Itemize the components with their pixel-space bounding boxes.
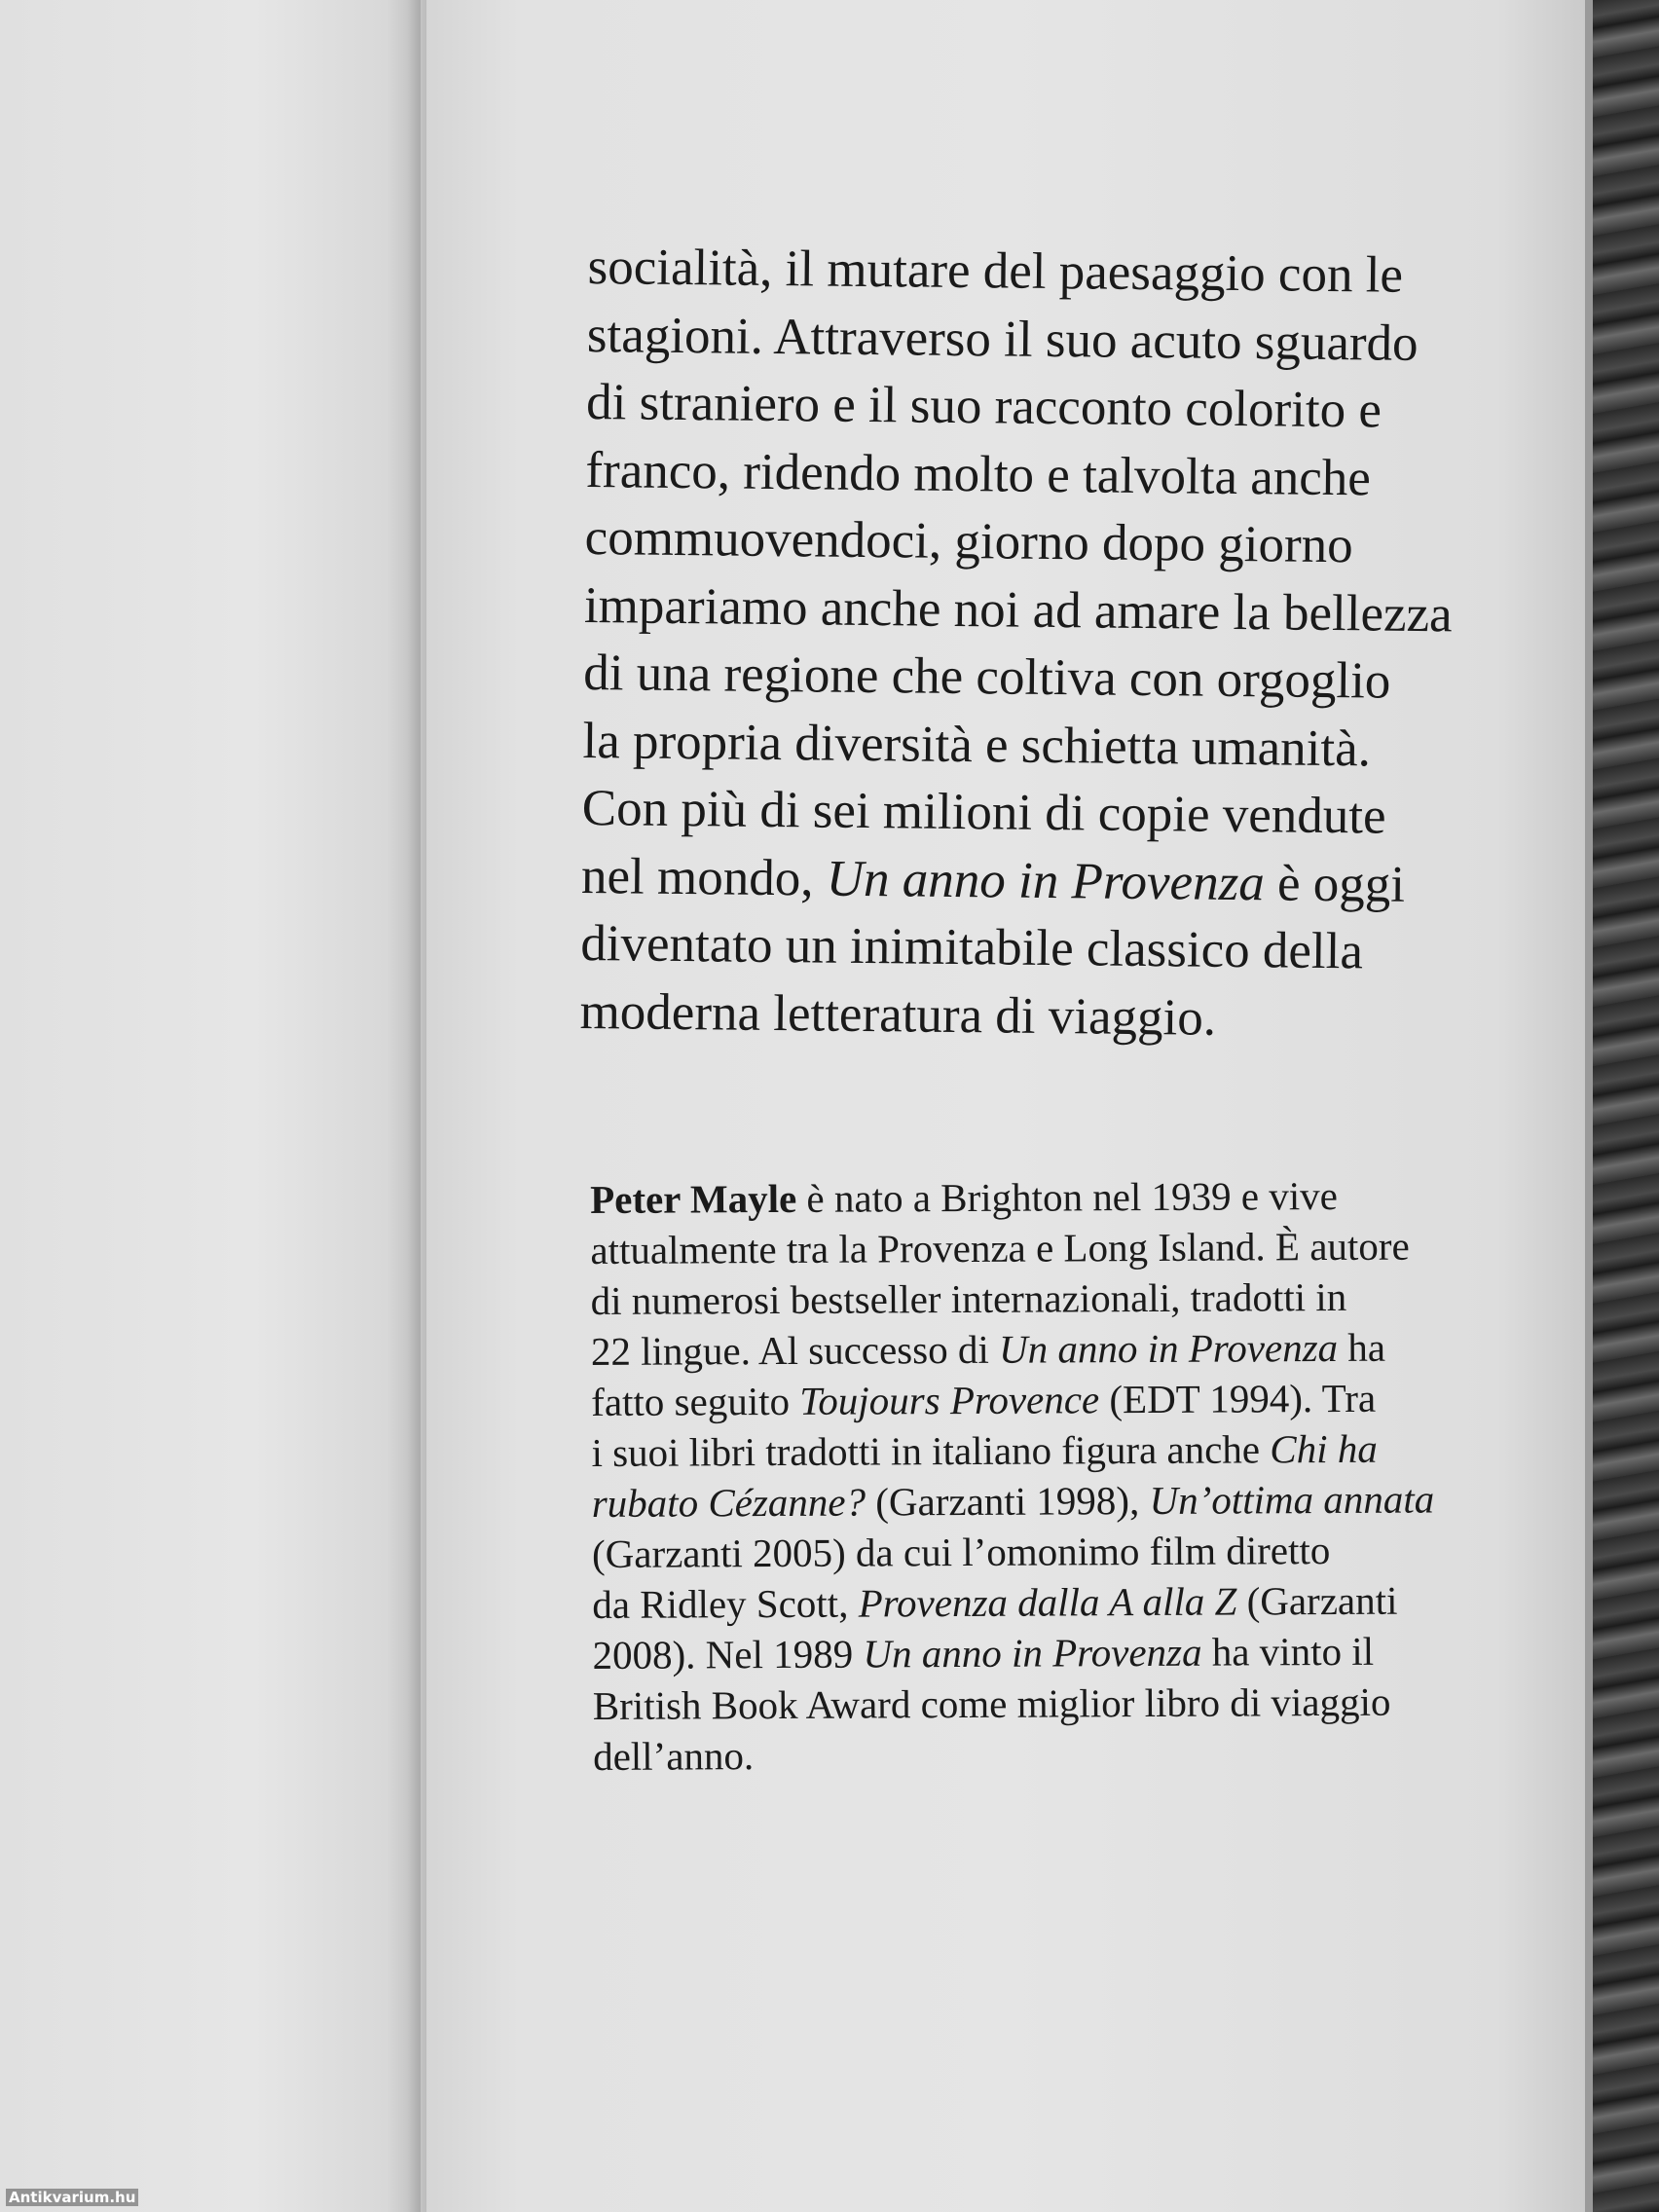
watermark: Antikvarium.hu (6, 2189, 138, 2206)
book-title: Toujours Provence (799, 1377, 1100, 1423)
bio-line: di numerosi bestseller internazionali, tradotti in (590, 1273, 1347, 1323)
book-title: Un anno in Provenza (863, 1629, 1202, 1677)
text-line: commuovendoci, giorno dopo giorno (584, 508, 1353, 574)
text-line: franco, ridendo molto e talvolta anche (585, 441, 1372, 506)
text-line: di una regione che coltiva con orgoglio (582, 644, 1391, 710)
text-line: Con più di sei milioni di copie vendute (581, 779, 1386, 845)
text-line: stagioni. Attraverso il suo acuto sguardo (586, 306, 1419, 372)
bio-fragment: i suoi libri tradotti in italiano figura anche (591, 1426, 1271, 1475)
bio-line (591, 1372, 1565, 1427)
left-page (0, 0, 421, 2212)
text-line: impariamo anche noi ad amare la bellezza (583, 576, 1453, 643)
bio-fragment: fatto seguito (591, 1378, 800, 1424)
text-line (581, 842, 1556, 920)
book-title: Provenza dalla A alla Z (858, 1578, 1237, 1626)
bio-line: British Book Award come miglior libro di viaggio (592, 1678, 1391, 1728)
bio-fragment: (EDT 1994). Tra (1099, 1375, 1377, 1422)
bio-line (590, 1169, 1564, 1225)
text-fragment: è oggi (1264, 854, 1406, 913)
bio-line (592, 1574, 1566, 1630)
bio-fragment: 22 lingue. Al successo di (590, 1326, 1000, 1374)
book-title: Un’ottima annata (1149, 1476, 1435, 1523)
book-title: Un anno in Provenza (998, 1324, 1339, 1372)
bio-fragment: ha (1337, 1324, 1386, 1370)
description-text (579, 234, 1562, 1055)
text-line: la propria diversità e schietta umanità. (582, 712, 1372, 777)
text-fragment: nel mondo, (580, 847, 828, 907)
text-line: moderna letteratura di viaggio. (579, 982, 1217, 1047)
bio-line (592, 1625, 1566, 1680)
bio-line (591, 1321, 1565, 1377)
bio-line: dell’anno. (593, 1733, 755, 1779)
bio-fragment: è nato a Brighton nel 1939 e vive (796, 1172, 1338, 1221)
cover-edge (1585, 0, 1659, 2212)
bio-line: (Garzanti 2005) da cui l’omonimo film diretto (591, 1528, 1331, 1576)
bio-fragment: (Garzanti (1236, 1577, 1398, 1624)
bio-fragment: (Garzanti 1998), (865, 1477, 1150, 1525)
bio-fragment: 2008). Nel 1989 (592, 1631, 864, 1677)
book-title: rubato Cézanne? (591, 1479, 866, 1526)
bio-line (591, 1422, 1565, 1478)
book-title: Chi ha (1270, 1425, 1378, 1472)
text-line: di straniero e il suo racconto colorito e (585, 373, 1382, 439)
text-line: diventato un inimitabile classico della (580, 914, 1364, 980)
text-line: socialità, il mutare del paesaggio con le (587, 238, 1404, 304)
book-title: Un anno in Provenza (826, 850, 1266, 911)
bio-fragment: ha vinto il (1201, 1628, 1375, 1675)
bio-fragment: da Ridley Scott, (592, 1580, 859, 1627)
bio-line: attualmente tra la Provenza e Long Island. È autore (590, 1223, 1410, 1272)
bio-line (592, 1473, 1566, 1529)
author-name: Peter Mayle (590, 1175, 797, 1222)
author-bio (590, 1169, 1567, 1782)
